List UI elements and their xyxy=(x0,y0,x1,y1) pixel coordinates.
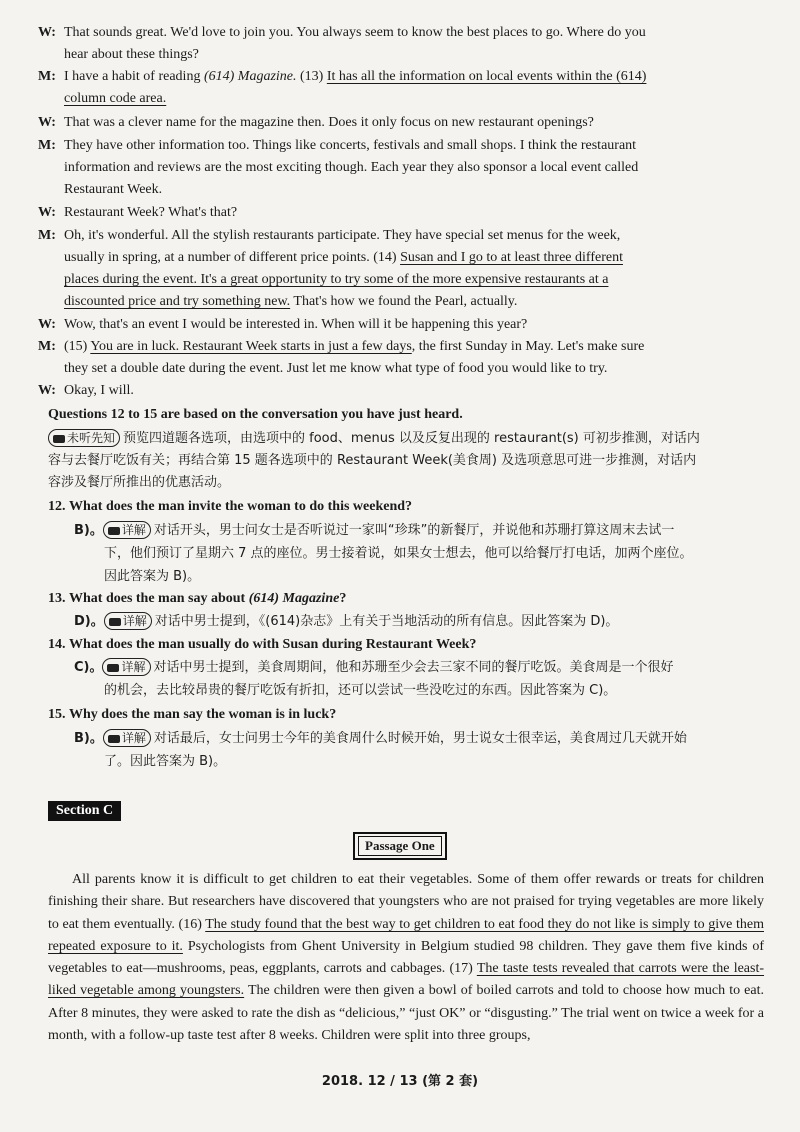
folder-icon xyxy=(109,618,121,626)
passage-text: The children were then given a bowl of boiled carrots and told to choose how much to eat. After 8 minutes, they were asked to rate the dish as “delicious,” “just OK” or “disgusting.” The trial went on twice a week for a month, with a follow-up taste test after 8 weeks. Children were split into three groups, xyxy=(48,983,764,1044)
dialogue-text: Oh, it's wonderful. All the stylish restaurants participate. They have special set menus for the week, xyxy=(64,228,621,243)
dialogue-text: That was a clever name for the magazine then. Does it only focus on new restaurant openings? xyxy=(64,115,594,130)
dialogue-text: I have a habit of reading xyxy=(64,69,204,84)
dialogue-line xyxy=(38,336,764,380)
explanation-text: 对话中男士提到，《(614)杂志》上有关于当地活动的所有信息。因此答案为 D)。 xyxy=(154,614,619,629)
explanation-text: 因此答案为 B)。 xyxy=(104,569,201,584)
preview-text: 容涉及餐厅所推出的优惠活动。 xyxy=(48,475,231,490)
dialogue-text: information and reviews are the most exciting though. Each year they also sponsor a local event called xyxy=(64,160,639,175)
question-number: 13. xyxy=(48,591,66,606)
passage-title: Passage One xyxy=(358,836,442,856)
dialogue-line xyxy=(38,202,764,224)
detail-tag-label: 详解 xyxy=(121,660,146,674)
detail-tag-label: 详解 xyxy=(121,731,146,745)
preview-tag-label: 未听先知 xyxy=(67,431,116,445)
dialogue-text: That's how we found the Pearl, actually. xyxy=(290,294,518,309)
speaker-label: W: xyxy=(38,383,56,398)
folder-icon xyxy=(107,664,119,672)
dialogue-text: hear about these things? xyxy=(64,47,199,62)
folder-icon xyxy=(53,435,65,443)
dialogue-line xyxy=(38,112,764,134)
page-footer: 2018. 12 / 13 (第 2 套) xyxy=(321,1074,479,1089)
dialogue-text: That sounds great. We'd love to join you. You always seem to know the best places to go. Where do you xyxy=(64,25,646,40)
section-label: Section C xyxy=(48,801,121,821)
question-marker: (13) xyxy=(296,69,327,84)
question-text: What does the man usually do with Susan during Restaurant Week? xyxy=(69,637,477,652)
question-text: ? xyxy=(339,591,347,606)
explanation-text: 对话开头，男士问女士是否听说过一家叫“珍珠”的新餐厅，并说他和苏珊打算这周末去试一 xyxy=(153,523,675,538)
explanation-text: 的机会，去比较昂贵的餐厅吃饭有折扣，还可以尝试一些没吃过的东西。因此答案为 C)。 xyxy=(104,683,617,698)
detail-tag xyxy=(103,521,151,539)
underlined-answer: discounted price and try something new. xyxy=(64,294,291,309)
questions-header: Questions 12 to 15 are based on the conversation you have just heard. xyxy=(48,407,463,422)
speaker-label: W: xyxy=(38,25,56,40)
answer-13 xyxy=(74,610,764,633)
passage-text: Psychologists from Ghent University in Belgium studied 98 children. They gave them five kinds of vegetables to eat—mushrooms, peas, eggplants, carrots and cabbages. (17) xyxy=(48,938,764,977)
speaker-label: M: xyxy=(38,228,56,243)
speaker-label: M: xyxy=(38,138,56,153)
dialogue-text: Restaurant Week? What's that? xyxy=(64,205,238,220)
preview-text: 预览四道题各选项，由选项中的 food、menus 以及反复出现的 restaurant(s) 可初步推测，对话内 xyxy=(123,431,700,446)
answer-letter: B)。 xyxy=(74,523,103,538)
magazine-name: (614) Magazine xyxy=(248,591,340,606)
question-text: What does the man say about xyxy=(69,591,249,606)
dialogue-line xyxy=(38,135,764,201)
dialogue-text: they set a double date during the event. Just let me know what type of food you would like to try. xyxy=(64,361,608,376)
underlined-answer: The study found that the best way to get children to eat food they do not like is simply to give them repeated exposure to it. xyxy=(48,916,764,954)
speaker-label: W: xyxy=(38,317,56,332)
passage-paragraph xyxy=(48,869,764,1047)
dialogue-line xyxy=(38,66,764,110)
question-marker: (15) xyxy=(64,339,91,354)
speaker-label: W: xyxy=(38,205,56,220)
explanation-text: 了。因此答案为 B)。 xyxy=(104,754,227,769)
detail-tag xyxy=(103,729,151,747)
answer-letter: D)。 xyxy=(74,614,104,629)
detail-tag xyxy=(104,612,152,630)
dialogue-text: They have other information too. Things like concerts, festivals and small shops. I think the restaurant xyxy=(64,138,637,153)
answer-15 xyxy=(74,727,764,773)
explanation-text: 下，他们预订了星期六 7 点的座位。男士接着说，如果女士想去，他可以给餐厅打电话，加两个座位。 xyxy=(104,546,693,561)
explanation-text: 对话最后，女士问男士今年的美食周什么时候开始，男士说女士很幸运，美食周过几天就开始 xyxy=(153,731,687,746)
dialogue-text: (614) xyxy=(203,69,235,84)
preview-tag xyxy=(48,429,120,447)
question-15 xyxy=(48,704,768,726)
question-14 xyxy=(48,634,768,656)
question-text: What does the man invite the woman to do this weekend? xyxy=(69,499,413,514)
question-number: 15. xyxy=(48,707,66,722)
underlined-answer: column code area. xyxy=(64,91,167,106)
question-13 xyxy=(48,588,768,610)
speaker-label: M: xyxy=(38,69,56,84)
question-text: Why does the man say the woman is in luck? xyxy=(69,707,337,722)
detail-tag xyxy=(102,658,150,676)
underlined-answer: You are in luck. Restaurant Week starts in just a few days xyxy=(90,339,412,354)
preview-block xyxy=(48,428,762,494)
explanation-text: 对话中男士提到，美食周期间，他和苏珊至少会去三家不同的餐厅吃饭。美食周是一个很好 xyxy=(153,660,674,675)
dialogue-text: , the first Sunday in May. Let's make sure xyxy=(411,339,645,354)
detail-tag-label: 详解 xyxy=(121,523,146,537)
dialogue-line xyxy=(38,225,764,313)
underlined-answer: The taste tests revealed that carrots were the least-liked vegetable among youngsters. xyxy=(48,961,765,999)
dialogue-text: Wow, that's an event I would be interested in. When will it be happening this year? xyxy=(64,317,528,332)
underlined-answer: Susan and I go to at least three different xyxy=(400,250,623,265)
answer-letter: B)。 xyxy=(74,731,103,746)
dialogue-text: usually in spring, at a number of different price points. (14) xyxy=(64,250,401,265)
magazine-name: Magazine. xyxy=(234,69,297,84)
dialogue-text: Restaurant Week. xyxy=(64,182,163,197)
passage-text: All parents know it is difficult to get children to eat their vegetables. Some of them offer rewards or treats for children finishing their share. But researchers have discovered that youngsters who are not praised for trying vegetables are more likely to eat them eventually. (16) xyxy=(48,872,764,932)
folder-icon xyxy=(108,527,120,535)
underlined-answer: It has all the information on local events within the (614) xyxy=(326,69,647,84)
question-number: 14. xyxy=(48,637,66,652)
preview-text: 容与去餐厅吃饭有关；再结合第 15 题各选项中的 Restaurant Week(美食周) 及选项意思可进一步推测，对话内 xyxy=(48,453,697,468)
speaker-label: W: xyxy=(38,115,56,130)
folder-icon xyxy=(108,735,120,743)
dialogue-line xyxy=(38,22,764,66)
detail-tag-label: 详解 xyxy=(122,614,147,628)
underlined-answer: places during the event. It's a great opportunity to try some of the more expensive restaurants at a xyxy=(64,272,609,287)
speaker-label: M: xyxy=(38,339,56,354)
passage-title-box xyxy=(353,832,447,860)
question-number: 12. xyxy=(48,499,66,514)
dialogue-line xyxy=(38,314,764,336)
answer-12 xyxy=(74,519,764,588)
answer-14 xyxy=(74,656,764,702)
question-12 xyxy=(48,496,768,518)
answer-letter: C)。 xyxy=(74,660,103,675)
dialogue-text: Okay, I will. xyxy=(64,383,134,398)
dialogue-line xyxy=(38,380,764,402)
